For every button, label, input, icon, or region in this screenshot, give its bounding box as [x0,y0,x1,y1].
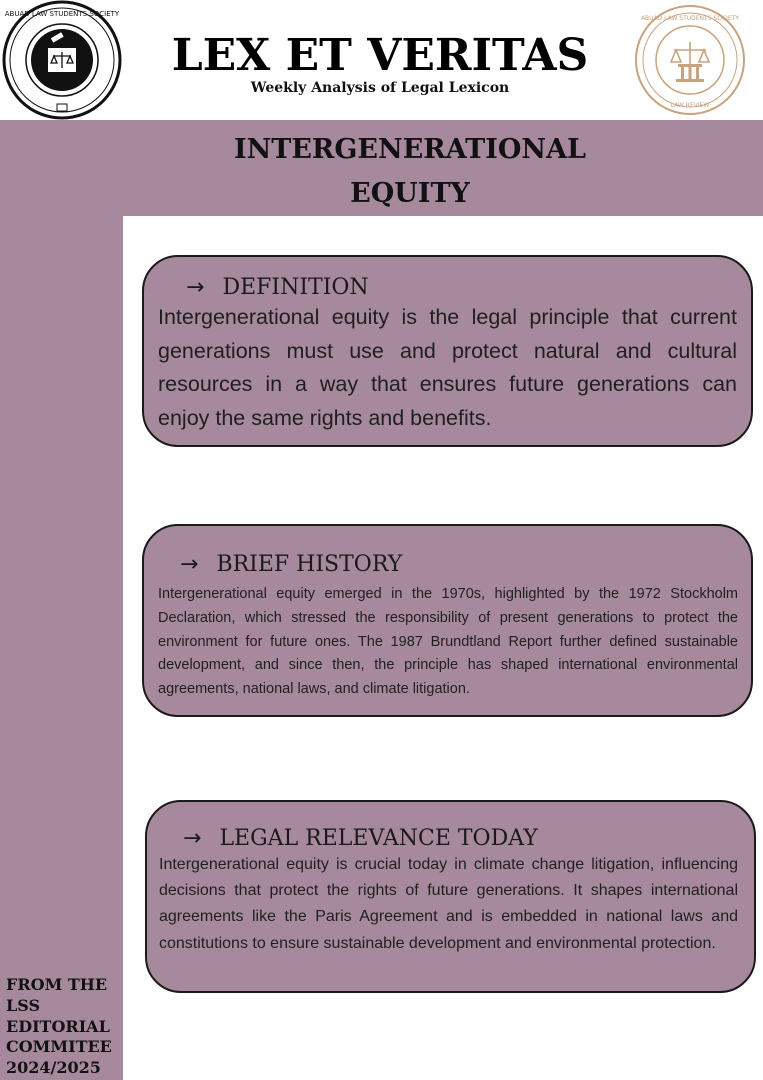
editorial-line: EDITORIAL [6,1016,110,1036]
legal-relevance-text: Intergenerational equity is crucial today in climate change litigation, influencing decisions that protect the rights of future generations. It shapes international agreements like the Paris Agreement and is embedded in national laws and constitutions to ensure sustainable development and environmental protection. [159,856,738,952]
editorial-line: FROM THE [6,975,108,994]
legal-relevance-card [145,800,756,993]
arrow-right-icon: → [183,826,202,851]
definition-heading [186,275,369,300]
arrow-right-icon: → [180,552,199,577]
masthead-tagline: Weekly Analysis of Legal Lexicon [250,80,510,96]
page-title [190,128,630,216]
left-sidebar-bar [0,120,123,1080]
page-title-line2: EQUITY [350,178,470,209]
right-seal-text: ABUAD LAW STUDENTS SOCIETY [640,15,740,22]
editorial-line: 2024/2025 [6,1058,101,1078]
legal-relevance-heading [183,826,538,851]
left-seal-text: ABUAD LAW STUDENTS SOCIETY [4,10,120,18]
definition-text: Intergenerational equity is the legal principle that current generations must use and protect natural and cultural resources in a way that ensures future generations can enjoy the same rights and benefits. [158,305,737,430]
definition-heading-label: DEFINITION [222,275,369,300]
definition-card [142,255,753,447]
legal-relevance-heading-label: LEGAL RELEVANCE TODAY [219,826,538,851]
header [0,0,763,120]
arrow-right-icon: → [186,275,205,300]
brief-history-heading-label: BRIEF HISTORY [216,552,403,577]
editorial-line: LSS [6,995,41,1015]
brief-history-card [142,524,753,717]
society-seal-icon [1,0,123,120]
brief-history-text: Intergenerational equity emerged in the 1970s, highlighted by the 1972 Stockholm Declaration, which stressed the responsibility of present generations to protect the environment for future ones. The 1987 Brundtland Report further defined sustainable development, and since then, the principle has shaped international environmental agreements, national laws, and climate litigation. [158,586,738,698]
brief-history-heading [180,552,402,577]
page-title-line1: INTERGENERATIONAL [233,134,587,165]
editorial-line: COMMITEE [6,1037,112,1057]
law-review-seal-icon [634,4,746,116]
editorial-credit [6,975,124,1079]
right-seal-subtext: LAW REVIEW [670,102,710,109]
masthead-title: LEX ET VERITAS [171,30,589,81]
